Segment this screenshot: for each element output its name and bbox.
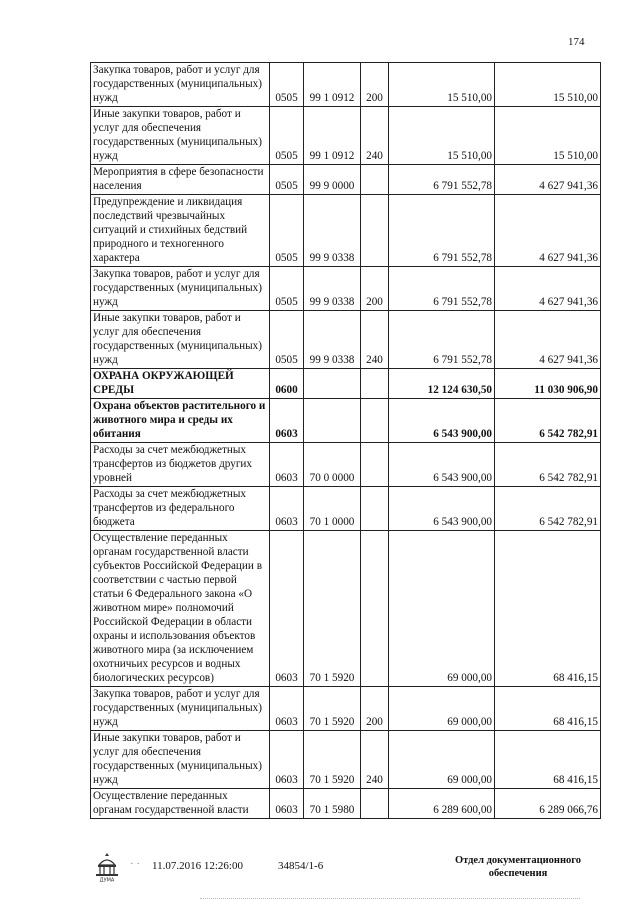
footer-doc-number: 34854/1-6 [278,860,324,872]
row-fact-amount: 68 416,15 [495,531,601,687]
row-target-code: 70 0 0000 [304,443,361,487]
row-fact-amount: 15 510,00 [495,107,601,165]
scan-artifact-line [200,898,580,901]
row-type-code: 200 [361,63,389,107]
row-type-code [361,443,389,487]
row-fact-amount: 4 627 941,36 [495,267,601,311]
row-name-cell: Закупка товаров, работ и услуг для государственных (муниципальных) нужд [91,63,270,107]
footer-department [448,854,588,880]
row-plan-amount: 6 791 552,78 [389,165,495,195]
row-section-code: 0603 [270,531,304,687]
row-fact-amount: 4 627 941,36 [495,195,601,267]
row-target-code: 70 1 5920 [304,531,361,687]
row-plan-amount: 6 791 552,78 [389,267,495,311]
row-fact-amount: 68 416,15 [495,731,601,789]
table-row [91,789,601,819]
row-type-code [361,195,389,267]
row-target-code: 99 9 0338 [304,195,361,267]
row-type-code: 200 [361,267,389,311]
row-target-code: 70 1 0000 [304,487,361,531]
footer-department-line2: обеспечения [488,868,548,879]
row-section-code: 0603 [270,443,304,487]
row-plan-amount: 15 510,00 [389,63,495,107]
row-fact-amount: 4 627 941,36 [495,165,601,195]
row-type-code: 240 [361,731,389,789]
row-target-code [304,369,361,399]
row-plan-amount: 69 000,00 [389,731,495,789]
row-section-code: 0600 [270,369,304,399]
table-row [91,195,601,267]
row-type-code: 200 [361,687,389,731]
seal-text: ДУМА [99,877,115,882]
row-type-code: 240 [361,107,389,165]
row-section-code: 0505 [270,63,304,107]
row-section-code: 0603 [270,789,304,819]
table-row [91,443,601,487]
row-plan-amount: 69 000,00 [389,687,495,731]
table-row [91,267,601,311]
row-plan-amount: 6 791 552,78 [389,311,495,369]
row-target-code [304,399,361,443]
row-section-code: 0603 [270,487,304,531]
row-plan-amount: 69 000,00 [389,531,495,687]
row-type-code [361,399,389,443]
row-target-code: 70 1 5920 [304,731,361,789]
table-row [91,731,601,789]
table-row [91,399,601,443]
budget-table [90,62,601,819]
row-section-code: 0505 [270,165,304,195]
row-name-cell: Иные закупки товаров, работ и услуг для обеспечения государственных (муниципальных) нужд [91,107,270,165]
row-section-code: 0603 [270,399,304,443]
row-fact-amount: 6 542 782,91 [495,399,601,443]
row-target-code: 70 1 5920 [304,687,361,731]
row-section-code: 0505 [270,107,304,165]
row-name-cell: Предупреждение и ликвидация последствий чрезвычайных ситуаций и стихийных бедствий природного и техногенного характера [91,195,270,267]
page-footer [0,848,640,898]
table-row [91,369,601,399]
row-type-code [361,789,389,819]
row-fact-amount: 15 510,00 [495,63,601,107]
row-plan-amount: 6 543 900,00 [389,399,495,443]
row-section-code: 0603 [270,731,304,789]
row-plan-amount: 6 791 552,78 [389,195,495,267]
row-target-code: 99 9 0338 [304,311,361,369]
row-plan-amount: 6 289 600,00 [389,789,495,819]
row-fact-amount: 6 542 782,91 [495,487,601,531]
row-name-cell: Закупка товаров, работ и услуг для государственных (муниципальных) нужд [91,267,270,311]
row-name-cell: Мероприятия в сфере безопасности населения [91,165,270,195]
row-target-code: 99 1 0912 [304,63,361,107]
row-fact-amount: 11 030 906,90 [495,369,601,399]
row-type-code [361,369,389,399]
table-row [91,165,601,195]
row-name-cell: Иные закупки товаров, работ и услуг для обеспечения государственных (муниципальных) нужд [91,731,270,789]
row-section-code: 0505 [270,311,304,369]
row-section-code: 0603 [270,687,304,731]
row-type-code: 240 [361,311,389,369]
footer-date: 11.07.2016 12:26:00 [152,860,243,872]
table-row [91,311,601,369]
footer-department-line1: Отдел документационного [454,855,582,866]
row-section-code: 0505 [270,195,304,267]
row-target-code: 99 1 0912 [304,107,361,165]
footer-dots: · · [130,858,141,870]
row-name-cell: Расходы за счет межбюджетных трансфертов из бюджетов других уровней [91,443,270,487]
row-type-code [361,487,389,531]
row-type-code [361,531,389,687]
row-name-cell: Расходы за счет межбюджетных трансфертов из федерального бюджета [91,487,270,531]
row-name-cell: Осуществление переданных органам государственной власти субъектов Российской Федерации в соответствии с частью первой статьи 6 Федерального закона «О животном мире» полномочий Российской Федерации в области охраны и использования объектов животного мира (за исключением охотничьих ресурсов и водных биологических ресурсов) [91,531,270,687]
row-name-cell: Осуществление переданных органам государственной власти [91,789,270,819]
table-row [91,63,601,107]
row-name-cell: ОХРАНА ОКРУЖАЮЩЕЙ СРЕДЫ [91,369,270,399]
row-plan-amount: 15 510,00 [389,107,495,165]
row-fact-amount: 6 289 066,76 [495,789,601,819]
row-target-code: 99 9 0338 [304,267,361,311]
row-plan-amount: 6 543 900,00 [389,443,495,487]
row-fact-amount: 68 416,15 [495,687,601,731]
table-row [91,487,601,531]
row-name-cell: Иные закупки товаров, работ и услуг для обеспечения государственных (муниципальных) нужд [91,311,270,369]
row-name-cell: Охрана объектов растительного и животного мира и среды их обитания [91,399,270,443]
row-target-code: 99 9 0000 [304,165,361,195]
table-row [91,687,601,731]
row-fact-amount: 6 542 782,91 [495,443,601,487]
row-fact-amount: 4 627 941,36 [495,311,601,369]
table-row [91,531,601,687]
duma-seal-icon [92,852,122,882]
page-number: 174 [568,36,585,48]
row-name-cell: Закупка товаров, работ и услуг для государственных (муниципальных) нужд [91,687,270,731]
row-target-code: 70 1 5980 [304,789,361,819]
row-section-code: 0505 [270,267,304,311]
row-plan-amount: 6 543 900,00 [389,487,495,531]
row-plan-amount: 12 124 630,50 [389,369,495,399]
table-row [91,107,601,165]
row-type-code [361,165,389,195]
